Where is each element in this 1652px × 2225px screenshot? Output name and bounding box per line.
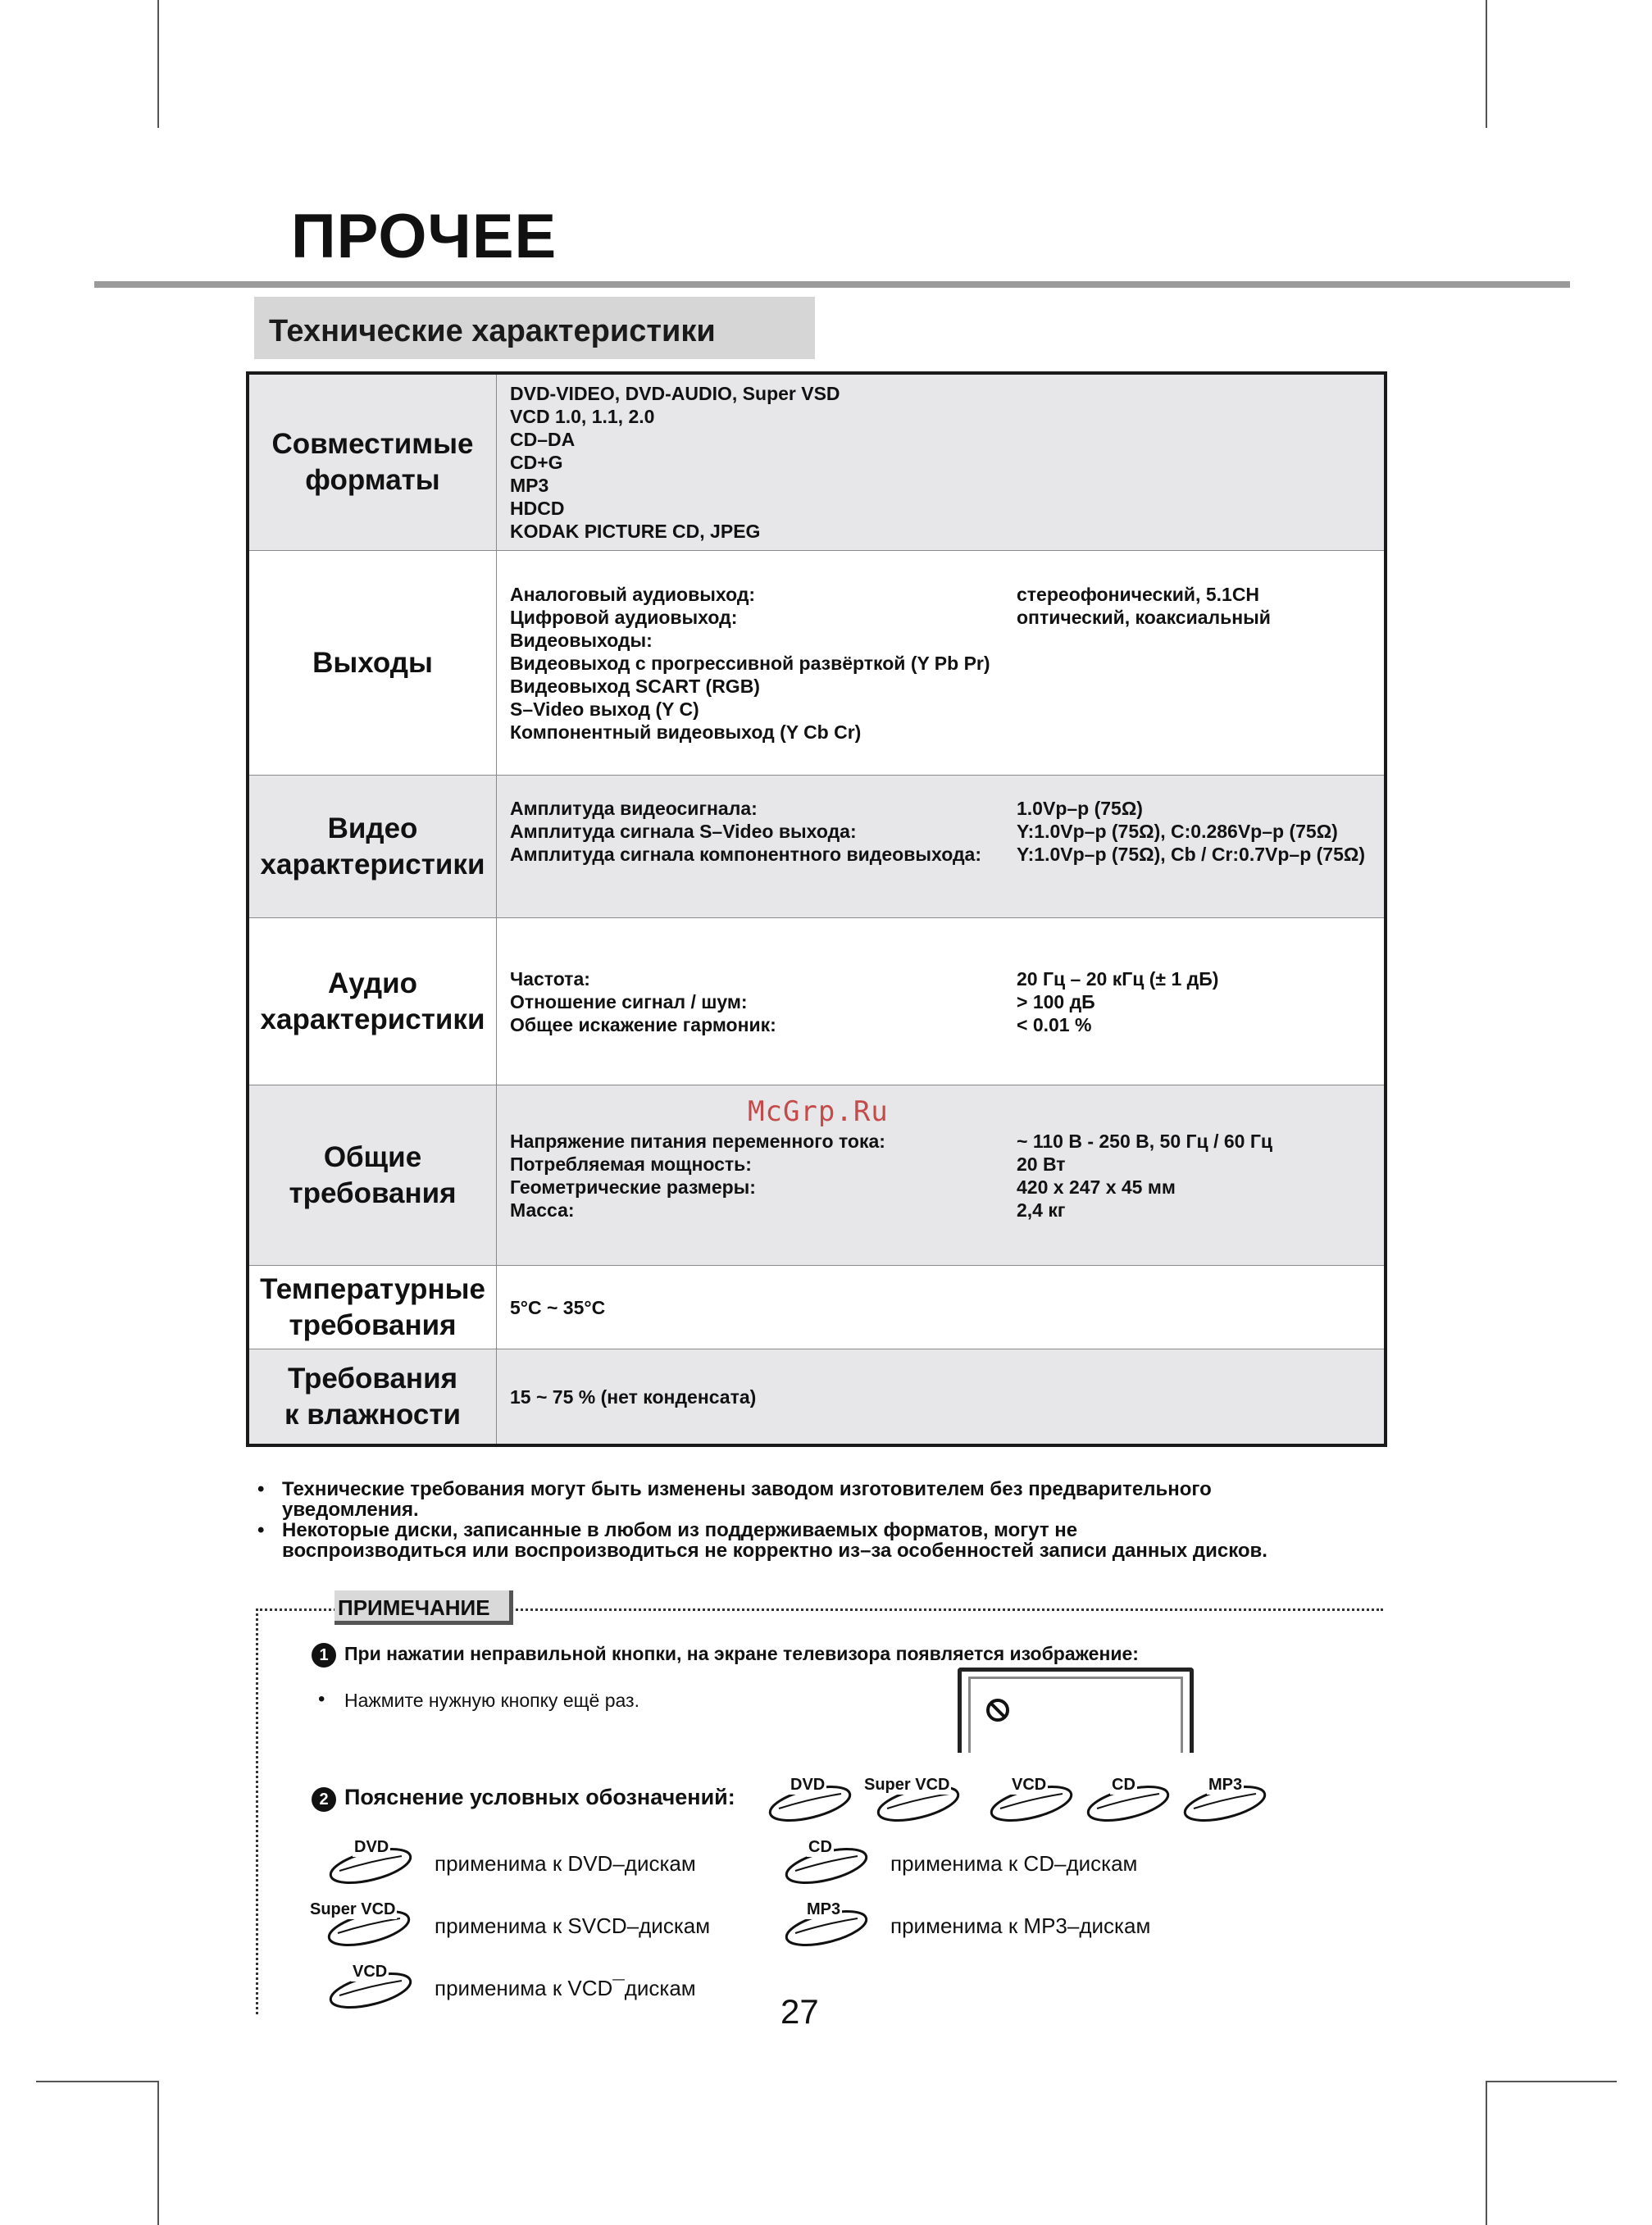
bullet: • [318,1688,325,1710]
spec-label: Видео характеристики [249,776,497,917]
remark-border-left [256,1608,258,2014]
page-title: ПРОЧЕЕ [291,202,557,271]
disc-icon-dvd: DVD [767,1776,858,1829]
spec-label: Выходы [249,551,497,775]
spec-label: Совместимые форматы [249,375,497,550]
spec-row-video [249,775,1384,917]
spec-values: Частота: 20 Гц – 20 кГц (± 1 дБ) Отношение сигнал / шум: > 100 дБ Общее искажение гармоник: < 0.01 % [510,967,1219,1035]
spec-values: Аналоговый аудиовыход: стереофонический, 5.1CH Цифровой аудиовыход: оптический, коаксиальный Видеовыходы: Видеовыход с прогрессивной развёрткой (Y Pb Pr) Видеовыход SCART (RGB) S–Video выход (Y C) Компонентный видеовыход (Y Cb Cr) [510,583,1271,743]
legend-disc-vcd: VCD [328,1963,418,2016]
legend-text-mp3: применима к MP3–дискам [890,1913,1151,1938]
spec-values: Амплитуда видеосигнала: 1.0Vp–p (75Ω) Амплитуда сигнала S–Video выхода: Y:1.0Vp–p (75Ω), C:0.286Vp–p (75Ω) Амплитуда сигнала компонентного видеовыхода: Y:1.0Vp–p (75Ω), Cb / Cr:0.7Vp–p (75Ω) [510,798,1365,865]
legend-text-dvd: применима к DVD–дискам [435,1851,696,1876]
spec-row-temperature [249,1265,1384,1349]
spec-label: Температурные требования [249,1266,497,1349]
spec-values: Напряжение питания переменного тока: ~ 110 В - 250 В, 50 Гц / 60 Гц Потребляемая мощность: 20 Вт Геометрические размеры: 420 x 247 x 45 мм Масса: 2,4 кг [510,1130,1272,1221]
legend-text-svcd: применима к SVCD–дискам [435,1913,711,1938]
watermark: McGrp.Ru [748,1095,889,1128]
legend-disc-cd: CD [784,1838,874,1891]
spec-label: Общие требования [249,1085,497,1265]
disc-icon-cd: CD [1085,1776,1176,1829]
section-heading: Технические характеристики [254,297,815,359]
number-one-badge: 1 [312,1643,336,1668]
spec-row-audio [249,917,1384,1085]
spec-row-humidity [249,1349,1384,1444]
crop-mark [157,2081,159,2225]
note-item: • Некоторые диски, записанные в любом из поддерживаемых форматов, могут не воспроизводиться или воспроизводиться не корректно из–за особенностей записи данных дисков. [257,1519,1267,1562]
spec-values: 5°С ~ 35°С [510,1296,606,1318]
spec-table [246,371,1387,1447]
remark-item-2: Пояснение условных обозначений: [344,1785,735,1809]
prohibited-icon [985,1697,1011,1723]
legend-text-vcd: применима к VCD¯дискам [435,1976,696,2000]
legend-disc-svcd: Super VCD [307,1900,418,1954]
disc-icon-vcd: VCD [989,1776,1079,1829]
spec-row-formats [249,375,1384,550]
page-number: 27 [780,1992,819,2031]
legend-text-cd: применима к CD–дискам [890,1851,1138,1876]
spec-values: DVD-VIDEO, DVD-AUDIO, Super VSD VCD 1.0, 1.1, 2.0 CD–DA CD+G MP3 HDCD KODAK PICTURE CD, JPEG [510,383,840,542]
notes-list [254,1479,1402,1561]
spec-label: Требования к влажности [249,1349,497,1444]
disc-icon-svcd: Super VCD [861,1776,967,1829]
crop-mark [1486,2081,1487,2225]
legend-disc-dvd: DVD [328,1838,418,1891]
crop-mark [157,0,159,128]
note-item: • Технические требования могут быть изменены заводом изготовителем без предварительного уведомления. [257,1478,1212,1521]
remark-item-1-bullet: Нажмите нужную кнопку ещё раз. [344,1690,639,1711]
disc-icon-mp3: MP3 [1182,1776,1272,1829]
title-rule [94,281,1570,288]
remark-item-1: При нажатии неправильной кнопки, на экране телевизора появляется изображение: [344,1643,1139,1664]
crop-mark [1486,2081,1617,2082]
number-two-badge: 2 [312,1787,336,1812]
legend-disc-mp3: MP3 [784,1900,874,1954]
crop-mark [36,2081,159,2082]
spec-values: 15 ~ 75 % (нет конденсата) [510,1386,757,1408]
tv-screen-illustration [958,1668,1194,1753]
remark-heading: ПРИМЕЧАНИЕ [334,1590,513,1625]
spec-label: Аудио характеристики [249,918,497,1085]
crop-mark [1486,0,1487,128]
spec-row-outputs [249,550,1384,775]
